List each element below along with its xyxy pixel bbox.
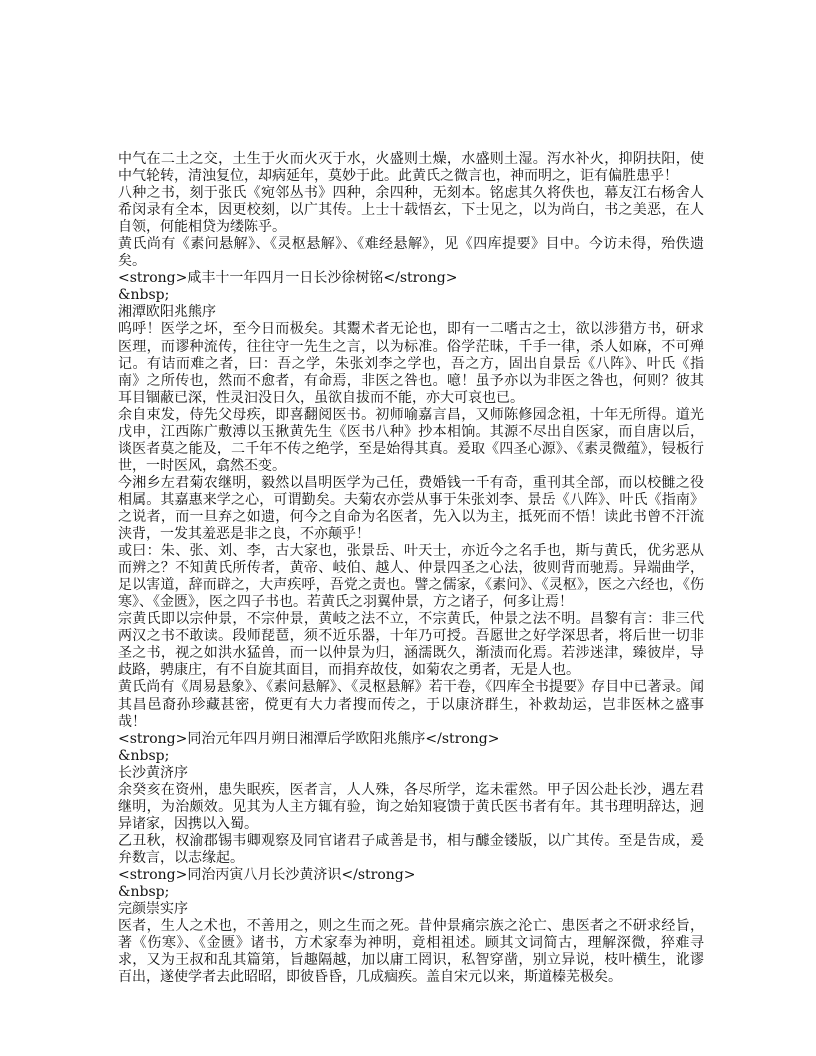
section-heading: 完颜崇实序 xyxy=(118,901,188,918)
paragraph: 呜呼！医学之坏，至今日而极矣。其鬻术者无论也，即有一二嗜古之士，欲以涉猎方书，研求医理，而谬种流传，往往守一先生之言，以为标准。俗学茫昧，千手一律，杀人如麻，不可殚记。有诘而难之者，曰：吾之学，朱张刘李之学也，吾之方，固出自景岳《八阵》、叶氏《指南》之所传也，然而不愈者，有命焉，非医之咎也。噫！虽予亦以为非医之咎也，何则？彼其耳目锢蔽已深，性灵汩没日久，虽欲自拔而不能，亦大可哀也已。 xyxy=(118,321,704,406)
blank-line: &nbsp; xyxy=(118,884,170,901)
paragraph: 今湘乡左君菊农继明，毅然以昌明医学为己任，费婚钱一千有奇，重刊其全部，而以校雠之役相属。其嘉惠来学之心，可谓勤矣。夫菊农亦尝从事于朱张刘李、景岳《八阵》、叶氏《指南》之说者，而一旦弃之如遗，何今之自命为名医者，先入以为主，抵死而不悟！读此书曾不汗流浃背，一发其羞恶是非之良，不亦颠乎！ xyxy=(118,474,704,543)
paragraph: 乙丑秋，权渝郡锡韦卿观察及同官诸君子咸善是书，相与醵金镂版，以广其传。至是告成，爰弁数言，以志缘起。 xyxy=(118,832,704,866)
paragraph: 余癸亥在资州，患失眠疾，医者言，人人殊，各尽所学，迄未霍然。甲子因公赴长沙，遇左君继明，为治颇效。见其为人主方辄有验，询之始知寝馈于黄氏医书者有年。其书理明辞达，迥异诸家，因携以入蜀。 xyxy=(118,781,704,832)
paragraph: 黄氏尚有《素问悬解》、《灵枢悬解》、《难经悬解》，见《四库提要》目中。今访未得，殆佚遗矣。 xyxy=(118,236,704,270)
section-heading: 长沙黄济序 xyxy=(118,764,188,781)
blank-line: &nbsp; xyxy=(118,287,170,304)
paragraph: 宗黄氏即以宗仲景，不宗仲景，黄岐之法不立，不宗黄氏，仲景之法不明。昌黎有言：非三代两汉之书不敢读。段师琵琶，须不近乐器，十年乃可授。吾愿世之好学深思者，将后世一切非圣之书，视之如洪水猛兽，而一以仲景为归，涵濡既久，渐渍而化焉。若涉迷津，臻彼岸，导歧路，骋康庄，有不自旋其面目，而捐弃故伎，如菊农之勇者，无是人也。 xyxy=(118,611,704,679)
signature-line: <strong>同治元年四月朔日湘潭后学欧阳兆熊序</strong> xyxy=(118,730,500,747)
paragraph: 余自束发，侍先父母疾，即喜翻阅医书。初师喻嘉言昌，又师陈修园念祖，十年无所得。道光戊申，江西陈广敷溥以玉揪黄先生《医书八种》抄本相饷。其源不尽出自医家，而自唐以后，谈医者莫之能及，二千年不传之绝学，至是始得其真。爰取《四圣心源》、《素灵微蕴》，锓板行世，一时医风，翕然丕变。 xyxy=(118,406,704,474)
paragraph: 医者，生人之术也，不善用之，则之生而之死。昔仲景痛宗族之沦亡、患医者之不研求经旨，著《伤寒》、《金匮》诸书，方术家奉为神明，竟相祖述。顾其文词简古，理解深微，猝难寻求，又为王叔和乱其篇第，旨趣隔越，加以庸工罔识，私智穿凿，别立异说，枝叶横生，讹谬百出，遂使学者去此昭昭，即彼昏昏，几成痼疾。盖自宋元以来，斯道榛芜极矣。 xyxy=(118,918,704,986)
paragraph: 黄氏尚有《周易悬象》、《素问悬解》、《灵枢悬解》若干卷，《四库全书提要》存目中已著录。闻其昌邑裔孙珍藏甚密，傥更有大力者搜而传之，于以康济群生，补救劫运，岂非医林之盛事哉！ xyxy=(118,679,704,730)
paragraph: 八种之书，刻于张氏《宛邻丛书》四种，余四种，无刻本。铭虑其久将佚也，幕友江右杨舍人希闵录有全本，因更校刻，以广其传。上士十载悟玄，下士见之，以为尚白，书之美恶，在人自领，何能相贷为缕陈乎。 xyxy=(118,185,704,236)
paragraph: 或曰：朱、张、刘、李，古大家也，张景岳、叶天士，亦近今之名手也，斯与黄氏，优劣恶从而辨之？不知黄氏所传者，黄帝、岐伯、越人、仲景四圣之心法，彼则背而驰焉。异端曲学，足以害道，辞而辟之，大声疾呼，吾党之责也。譬之儒家，《素问》、《灵枢》，医之六经也，《伤寒》、《金匮》，医之四子书也。若黄氏之羽翼仲景，方之诸子，何多让焉！ xyxy=(118,543,704,611)
signature-line: <strong>同治丙寅八月长沙黄济识</strong> xyxy=(118,866,416,883)
blank-line: &nbsp; xyxy=(118,747,170,764)
paragraph: 中气在二土之交，土生于火而火灭于水，火盛则土燥，水盛则土湿。泻水补火，抑阴扶阳，使中气轮转，清浊复位，却病延年，莫妙于此。此黄氏之微言也，神而明之，讵有偏胜患乎！ xyxy=(118,151,704,185)
signature-line: <strong>咸丰十一年四月一日长沙徐树铭</strong> xyxy=(118,270,458,287)
section-heading: 湘潭欧阳兆熊序 xyxy=(118,304,216,321)
document-body xyxy=(118,151,704,986)
